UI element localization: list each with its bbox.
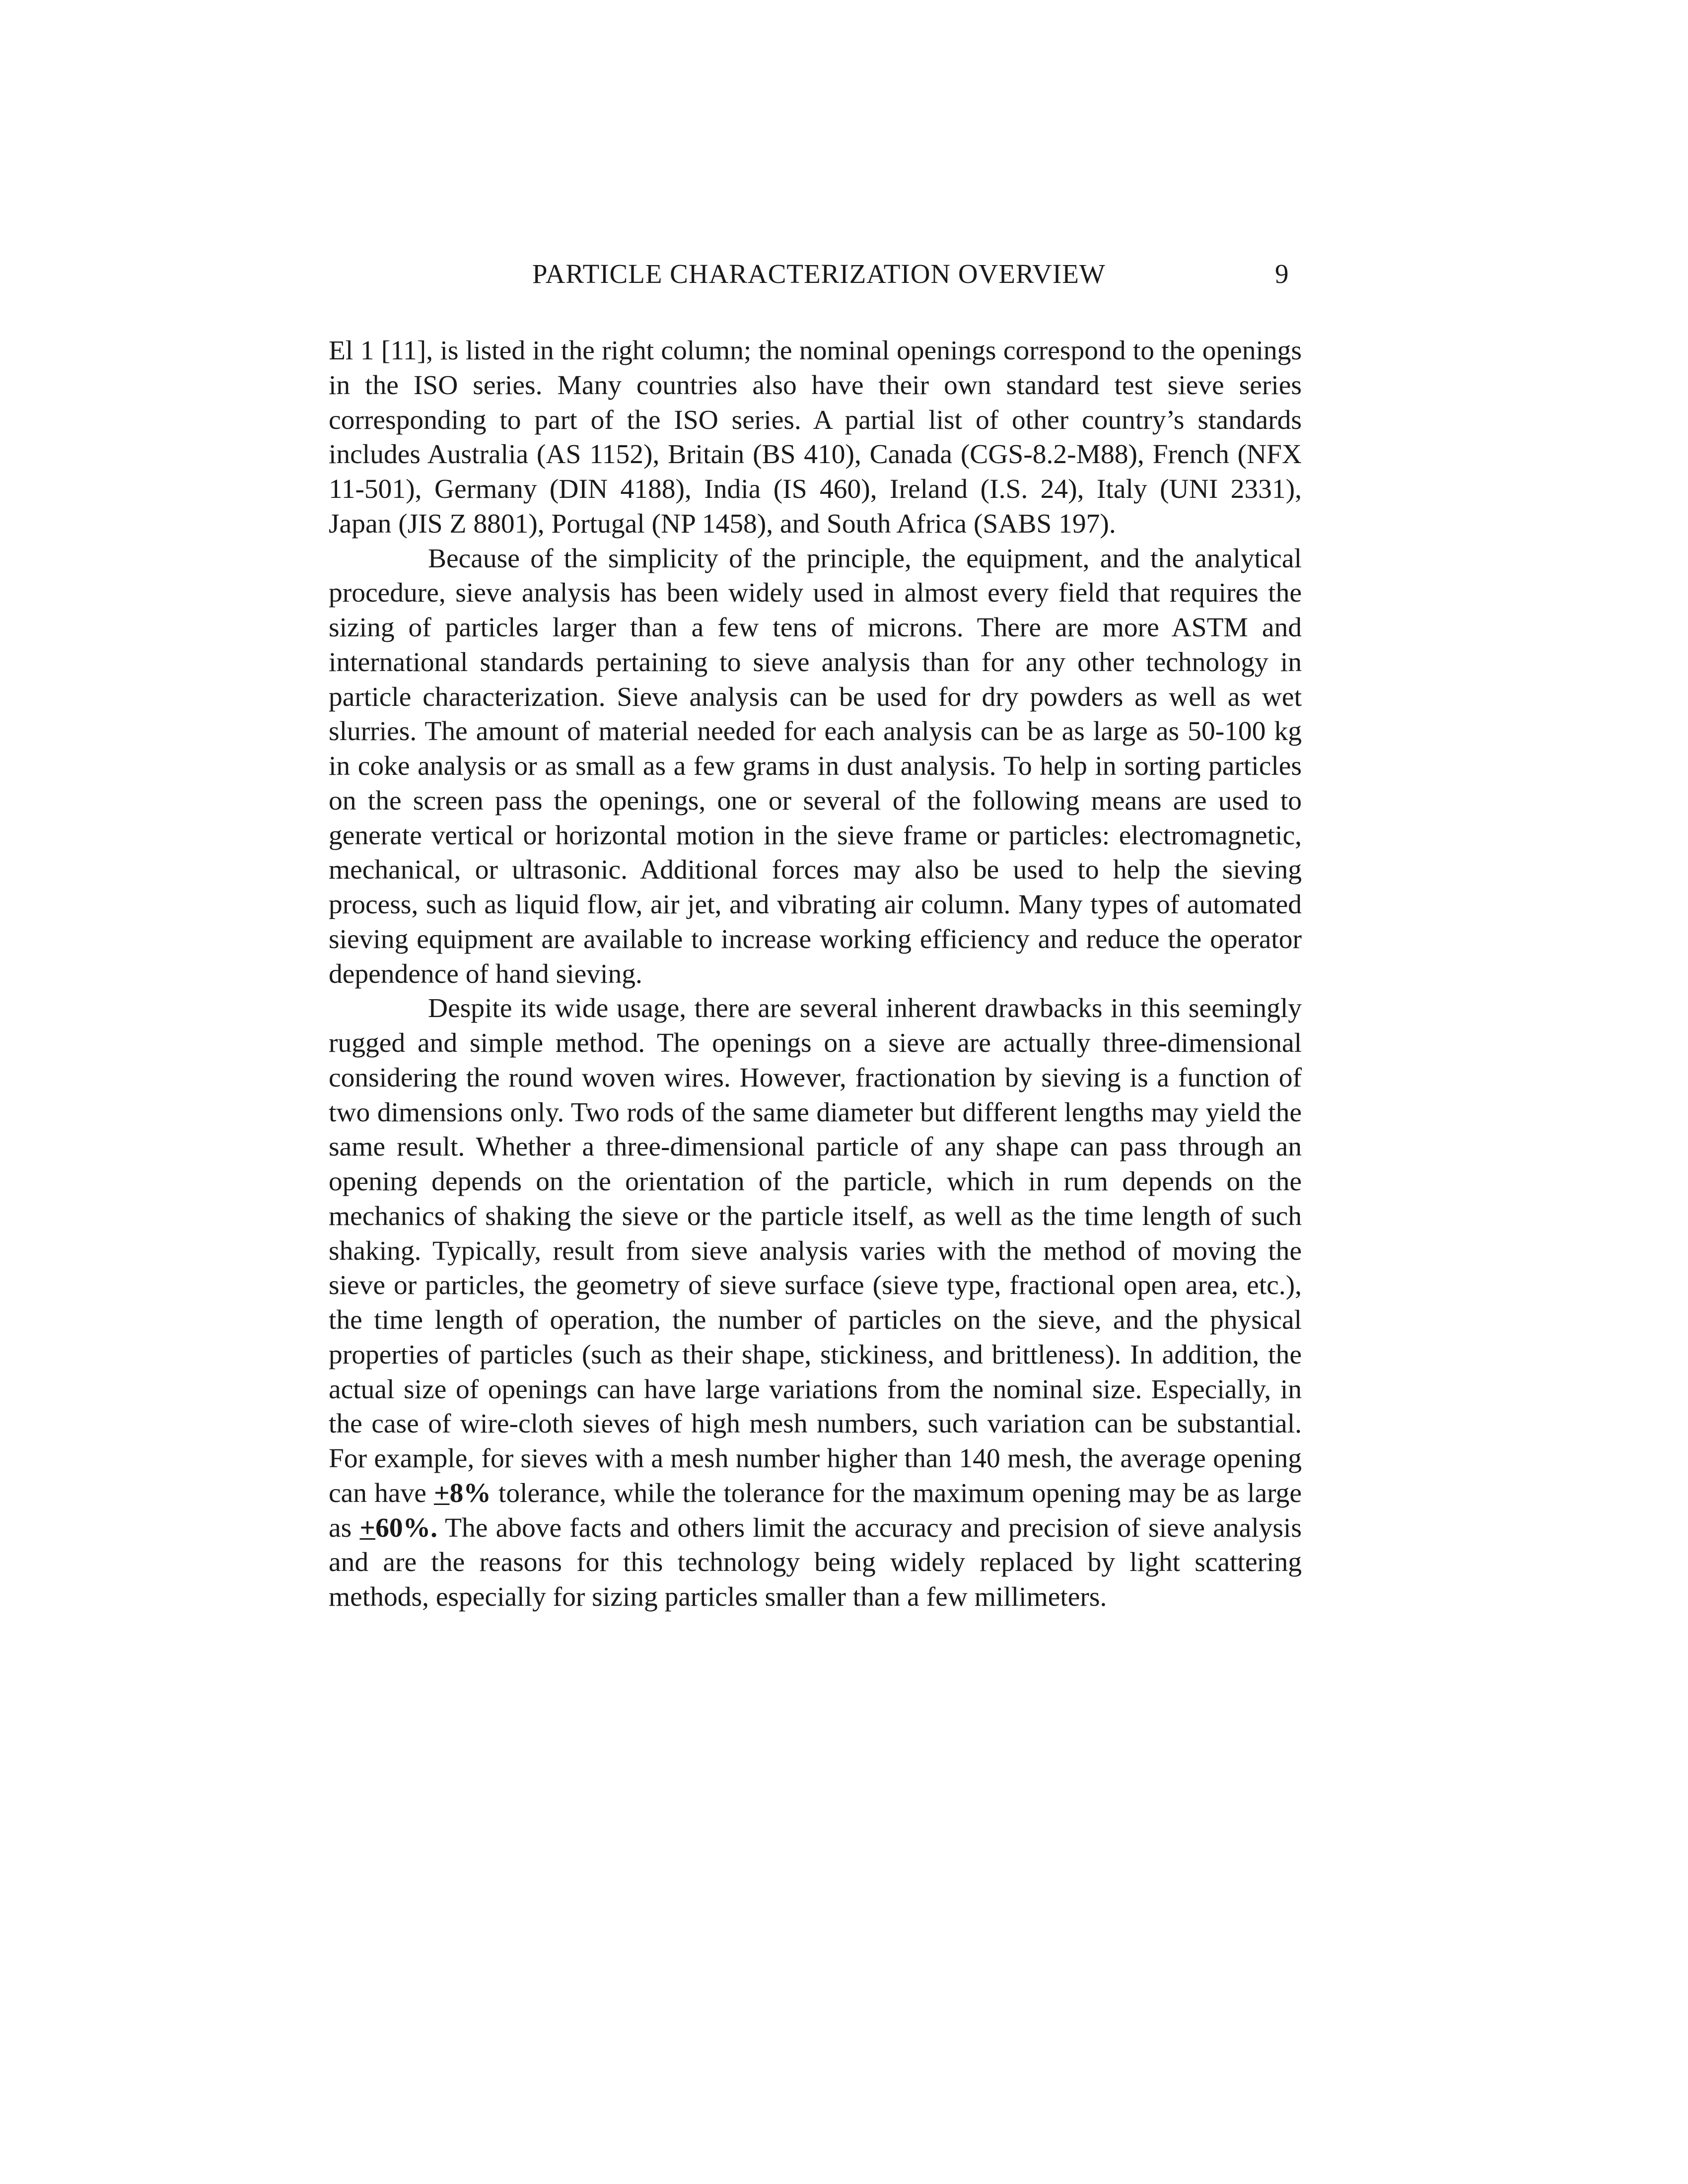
plus-minus-sign: + — [359, 1512, 376, 1543]
paragraph-drawbacks — [329, 991, 1302, 1615]
drawbacks-text-part2: tolerance, while the tolerance for the maximum opening may be as large as — [329, 1478, 1302, 1543]
page-number: 9 — [1275, 259, 1289, 289]
drawbacks-text-part3: The above facts and others limit the accuracy and precision of sieve analysis and are the reasons for this technology being widely replaced by light scattering methods, especially for sizing particles smaller than a few millimeters. — [329, 1512, 1302, 1612]
plus-minus-sign: + — [433, 1478, 450, 1508]
drawbacks-text-part1: Despite its wide usage, there are several inherent drawbacks in this seemingly rugged and simple method. The openings on a sieve are actually three-dimensional considering the round woven wires. However, fractionation by sieving is a function of two dimensions only. Two rods of the same diameter but different lengths may yield the same result. Whether a three-dimensional particle of any shape can pass through an opening depends on the orientation of the particle, which in rum depends on the mechanics of shaking the sieve or the particle itself, as well as the time length of such shaking. Typically, result from sieve analysis varies with the method of moving the sieve or particles, the geometry of sieve surface (sieve type, fractional open area, etc.), the time length of operation, the number of particles on the sieve, and the physical properties of particles (such as their shape, stickiness, and brittleness). In addition, the actual size of openings can have large variations from the nominal size. Especially, in the case of wire-cloth sieves of high mesh numbers, such variation can be substantial. For example, for sieves with a mesh number higher than 140 mesh, the average opening can have — [329, 993, 1302, 1508]
tolerance-value: 60%. — [375, 1512, 437, 1543]
running-title: PARTICLE CHARACTERIZATION OVERVIEW — [532, 259, 1106, 289]
body-text — [329, 334, 1302, 1615]
maximum-opening-tolerance — [359, 1513, 437, 1543]
average-opening-tolerance — [434, 1478, 491, 1508]
running-header — [0, 258, 1688, 293]
tolerance-value: 8% — [449, 1478, 491, 1508]
paragraph-standards: El 1 [11], is listed in the right column; the nominal openings correspond to the openings in the ISO series. Many countries also have their own standard test sieve series corresponding to part of the ISO series. A partial list of other country’s standards includes Australia (AS 1152), Britain (BS 410), Canada (CGS-8.2-M88), French (NFX 11-501), Germany (DIN 4188), India (IS 460), Ireland (I.S. 24), Italy (UNI 2331), Japan (JIS Z 8801), Portugal (NP 1458), and South Africa (SABS 197). — [329, 336, 1302, 539]
paragraph-sieve-usage: Because of the simplicity of the principle, the equipment, and the analytical procedure, sieve analysis has been widely used in almost every field that requires the sizing of particles larger than a few tens of microns. There are more ASTM and international standards pertaining to sieve analysis than for any other technology in particle characterization. Sieve analysis can be used for dry powders as well as wet slurries. The amount of material needed for each analysis can be as large as 50-100 kg in coke analysis or as small as a few grams in dust analysis. To help in sorting particles on the screen pass the openings, one or several of the following means are used to generate vertical or horizontal motion in the sieve frame or particles: electromagnetic, mechanical, or ultrasonic. Additional forces may also be used to help the sieving process, such as liquid flow, air jet, and vibrating air column. Many types of automated sieving equipment are available to increase working efficiency and reduce the operator dependence of hand sieving. — [329, 543, 1302, 989]
